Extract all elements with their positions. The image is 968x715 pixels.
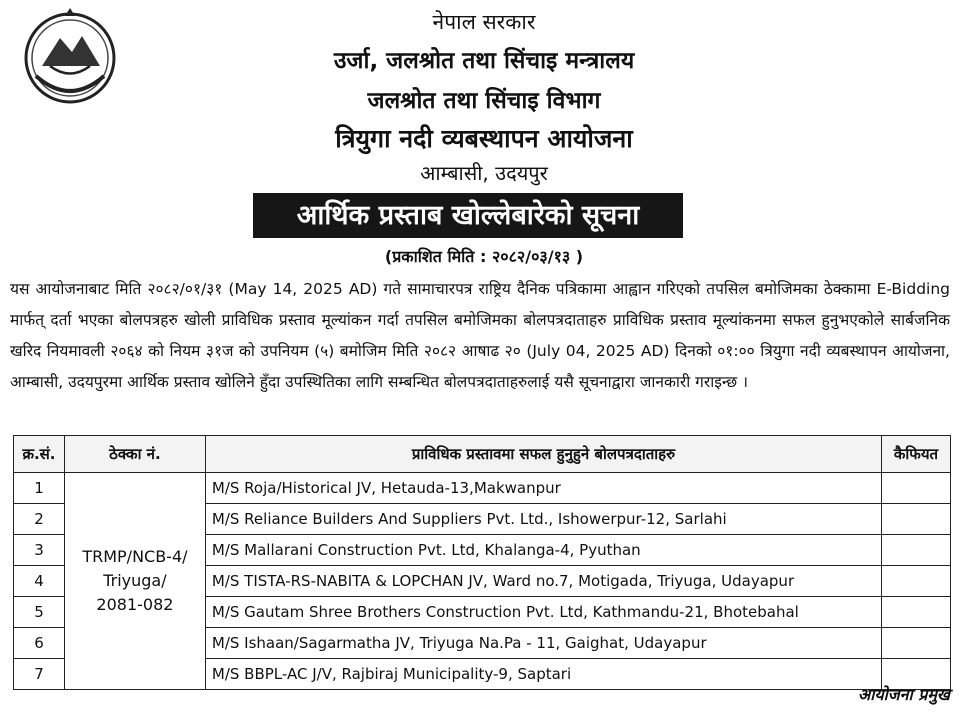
col-header-bidders: प्राविधिक प्रस्तावमा सफल हुनुहुने बोलपत्रदाताहरु [205,436,881,473]
row-sn: 5 [14,597,65,628]
notice-body: यस आयोजनाबाट मिति २०८२/०१/३१ (May 14, 2025 AD) गते सामाचारपत्र राष्ट्रिय दैनिक पत्रिकामा आह्वान गरिएको तपसिल बमोजिमका ठेक्कामा E-Bidding मार्फत् दर्ता भएका बोलपत्रहरु खोली प्राविधिक प्रस्ताव मूल्यांकन गर्दा तपसिल बमोजिमका बोलपत्रदाताहरु प्राविधिक प्रस्ताव मूल्यांकनमा सफल हुनुभएकोले सार्बजनिक खरिद नियमावली २०६४ को नियम ३१ज को उपनियम (५) बमोजिम मिति २०८२ आषाढ २० (July 04, 2025 AD) दिनको ०१:०० त्रियुगा नदी व्यबस्थापन आयोजना, आम्बासी, उदयपुरमा आर्थिक प्रस्ताव खोलिने हुँदा उपस्थितिका लागि सम्बन्धित बोलपत्रदाताहरुलाई यसै सूचनाद्वारा जानकारी गराइन्छ । [10,280,950,391]
row-remarks [882,473,951,504]
row-bidder: M/S Roja/Historical JV, Hetauda-13,Makwanpur [205,473,881,504]
table-header-row [14,436,951,473]
col-header-contract: ठेक्का नं. [64,436,205,473]
row-bidder: M/S TISTA-RS-NABITA & LOPCHAN JV, Ward no.7, Motigada, Triyuga, Udayapur [205,566,881,597]
row-bidder: M/S Gautam Shree Brothers Construction Pvt. Ltd, Kathmandu-21, Bhotebahal [205,597,881,628]
published-date: (प्रकाशित मिति : २०८२/०३/१३ ) [384,247,584,266]
row-sn: 7 [14,659,65,690]
header-location: आम्बासी, उदयपुर [420,161,548,185]
header-ministry: उर्जा, जलश्रोत तथा सिंचाइ मन्त्रालय [333,48,635,74]
row-bidder: M/S Mallarani Construction Pvt. Ltd, Khalanga-4, Pyuthan [205,535,881,566]
row-remarks [882,535,951,566]
row-remarks [882,597,951,628]
row-sn: 1 [14,473,65,504]
row-sn: 6 [14,628,65,659]
contract-line: 2081-082 [96,595,174,614]
col-header-sn: क्र.सं. [14,436,65,473]
row-sn: 4 [14,566,65,597]
contract-line: TRMP/NCB-4/ [82,547,188,566]
row-bidder: M/S Ishaan/Sagarmatha JV, Triyuga Na.Pa - 11, Gaighat, Udayapur [205,628,881,659]
table-row [14,473,951,504]
contract-line: Triyuga/ [103,571,167,590]
header-department: जलश्रोत तथा सिंचाइ विभाग [367,88,601,114]
contract-number [64,473,205,690]
row-remarks [882,566,951,597]
col-header-remarks: कैफियत [882,436,951,473]
notice-title: आर्थिक प्रस्ताब खोल्लेबारेको सूचना [253,193,683,238]
header-government: नेपाल सरकार [432,10,536,34]
row-remarks [882,504,951,535]
row-remarks [882,628,951,659]
bidders-table [13,435,951,690]
row-bidder: M/S Reliance Builders And Suppliers Pvt. Ltd., Ishowerpur-12, Sarlahi [205,504,881,535]
row-sn: 2 [14,504,65,535]
signature-project-chief: आयोजना प्रमुख [857,685,950,704]
row-bidder: M/S BBPL-AC J/V, Rajbiraj Municipality-9, Saptari [205,659,881,690]
header-project: त्रियुगा नदी व्यबस्थापन आयोजना [335,124,633,153]
row-sn: 3 [14,535,65,566]
